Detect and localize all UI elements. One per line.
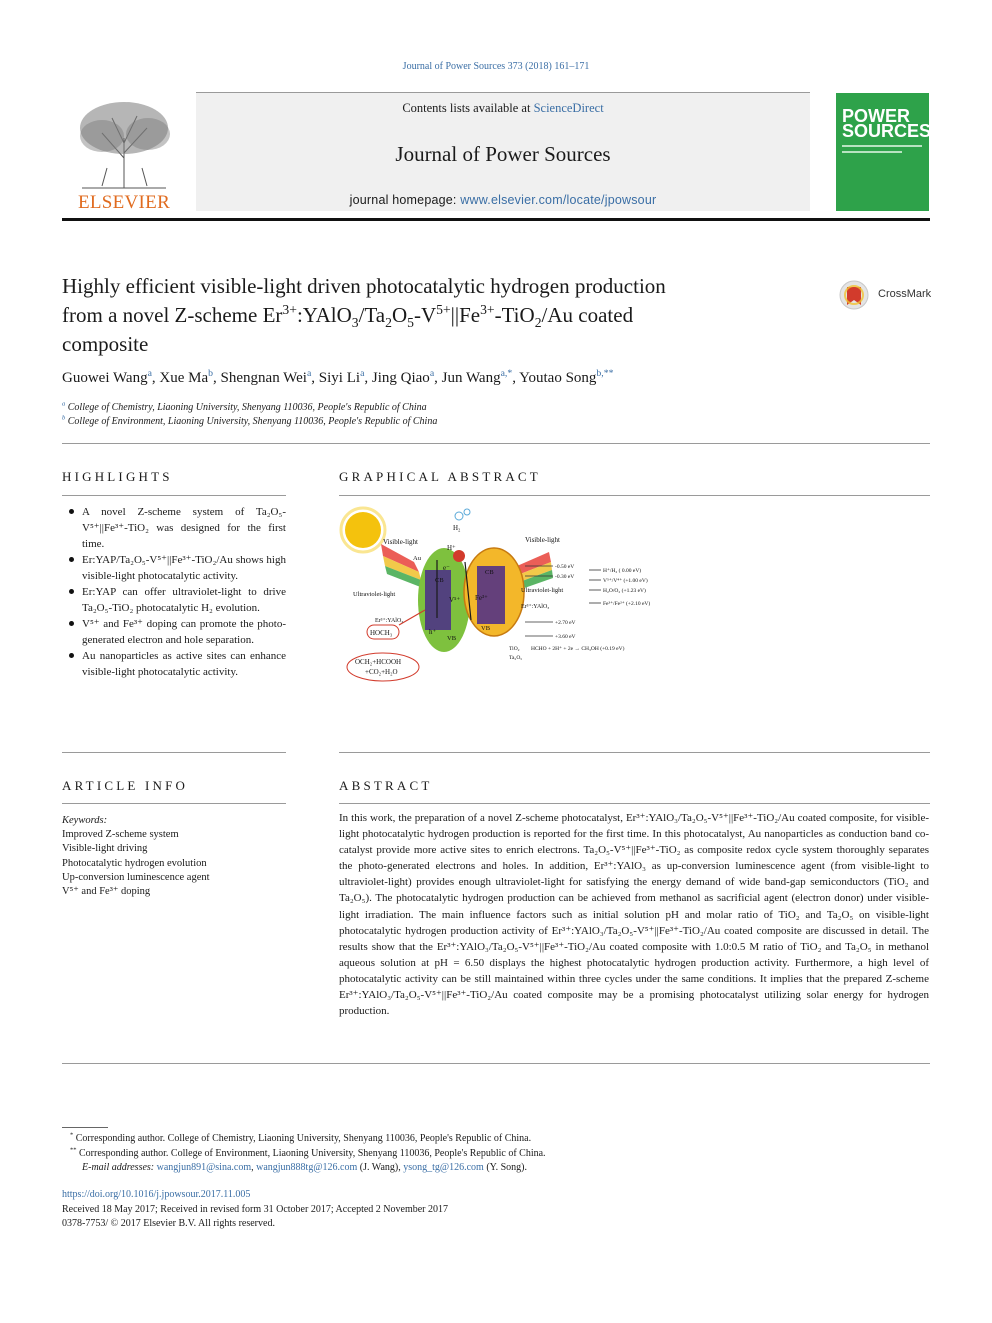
label-cb-left: CB	[435, 577, 444, 584]
author-name[interactable]: Shengnan Wei	[220, 370, 307, 386]
highlight-item: Er:YAP/Ta₂O₅-V⁵⁺||Fe³⁺-TiO₂/Au shows high visible-light photocatalytic activity.	[62, 552, 286, 584]
article-title: Highly efficient visible-light driven photocatalytic hydrogen production from a novel Z-scheme $Er^{3+}:YAlO_3/Ta_2O_5-V^{5+}||Fe^{3+}-TiO_2/Au$ coated composite	[62, 274, 666, 356]
highlights-heading: HIGHLIGHTS	[62, 469, 173, 484]
affiliation-b: $^b$ College of Environment, Liaoning University, Shenyang 110036, People's Republic of China	[62, 414, 438, 427]
keyword-item: Photocatalytic hydrogen evolution	[62, 857, 207, 869]
doi-link[interactable]: https://doi.org/10.1016/j.jpowsour.2017.11.005	[62, 1189, 251, 1200]
label-visible-light-left: Visible-light	[383, 538, 418, 546]
footnote-rule	[62, 1127, 108, 1128]
label-fe3: Fe³⁺	[475, 594, 488, 602]
footnote-2: ** Corresponding author. College of Environment, Liaoning University, Shenyang 110036, People's Republic of China.	[70, 1146, 546, 1159]
level-1: -0.50 eV	[555, 564, 575, 570]
crossmark-label: CrossMark	[878, 288, 932, 300]
level-4: +3.60 eV	[555, 634, 576, 640]
journal-title: Journal of Power Sources	[395, 142, 611, 166]
graphical-abstract-figure	[339, 500, 669, 690]
author-name[interactable]: Youtao Song	[519, 370, 597, 386]
author-affiliation-mark[interactable]: a	[360, 368, 365, 379]
highlights-list	[62, 504, 286, 680]
label-v5: V⁵⁺	[449, 596, 461, 604]
highlight-item: Er:YAP can offer ultraviolet-light to drive Ta₂O₅-TiO₂ photocatalytic H₂ evolution.	[62, 584, 286, 616]
keyword-item: V⁵⁺ and Fe³⁺ doping	[62, 886, 151, 898]
journal-homepage	[196, 193, 810, 207]
received-dates: Received 18 May 2017; Received in revised form 31 October 2017; Accepted 2 November 2017	[62, 1203, 449, 1215]
abstract-rule	[339, 803, 930, 804]
bullet-icon	[69, 557, 74, 562]
article-metadata	[62, 1188, 930, 1232]
keywords-label: Keywords:	[62, 815, 108, 826]
label-hplus: H⁺	[447, 544, 456, 552]
abstract-bottom-rule	[62, 1063, 930, 1064]
publisher-logo-text: ELSEVIER	[77, 192, 171, 213]
level-3: +2.70 eV	[555, 620, 576, 626]
label-vb-right: VB	[481, 625, 491, 632]
label-er-right: Er³⁺:YAlO₃	[521, 604, 550, 610]
label-tio2: TiO₂	[509, 646, 520, 652]
level-2: -0.30 eV	[555, 574, 575, 580]
homepage-link[interactable]: www.elsevier.com/locate/jpowsour	[460, 193, 657, 207]
ref-1: H⁺/H₂ ( 0.00 eV)	[603, 568, 642, 574]
footnotes	[62, 1132, 930, 1176]
article-info-heading: ARTICLE INFO	[62, 778, 189, 793]
label-cb-right: CB	[485, 569, 494, 576]
author-name[interactable]: Jun Wang	[441, 370, 501, 386]
bullet-icon	[69, 509, 74, 514]
reaction-label: HCHO + 2H⁺ + 2e → CH₃OH (+0.19 eV)	[531, 646, 625, 652]
label-uv-right: Ultraviolet-light	[521, 587, 564, 594]
light-beam-left	[381, 544, 423, 588]
ref-2: V⁵⁺/V⁴⁺ (+1.00 eV)	[603, 578, 648, 584]
highlights-rule	[62, 495, 286, 496]
author-affiliation-mark[interactable]: b,**	[596, 368, 614, 379]
footnote-emails: E-mail addresses: wangjun891@sina.com, wangjun888tg@126.com (J. Wang), ysong_tg@126.com (Y. Song).	[82, 1162, 527, 1173]
header-divider	[62, 218, 930, 221]
contents-prefix: Contents lists available at	[402, 101, 534, 115]
cover-title-line1: POWER	[842, 106, 911, 126]
author-affiliation-mark[interactable]: b	[208, 368, 214, 379]
label-products-2: +CO₂+H₂O	[365, 668, 398, 676]
sciencedirect-link[interactable]: ScienceDirect	[533, 101, 604, 115]
highlight-item: A novel Z-scheme system of Ta₂O₅-V⁵⁺||Fe³⁺-TiO₂ was designed for the first time.	[62, 504, 286, 552]
contents-line	[196, 101, 810, 116]
label-h2: H₂	[453, 524, 461, 532]
author-list: Guowei Wang$^a$, Xue Ma$^b$, Shengnan Wei$^a$, Siyi Li$^a$, Jing Qiao$^a$, Jun Wang$^{a,*}$, Youtao Song$^{b,**}$	[62, 368, 614, 386]
graphical-abstract-rule	[339, 495, 930, 496]
keyword-item: Up-conversion luminescence agent	[62, 871, 210, 883]
label-uv-left: Ultraviolet-light	[353, 591, 396, 598]
author-affiliation-mark[interactable]: a	[429, 368, 435, 379]
graphical-abstract-heading: GRAPHICAL ABSTRACT	[339, 469, 541, 484]
keyword-item: Improved Z-scheme system	[62, 829, 179, 840]
label-hoch3: HOCH₃	[370, 629, 393, 637]
bullet-icon	[69, 589, 74, 594]
label-ta2o5: Ta₂O₅	[509, 655, 523, 661]
ref-4: Fe³⁺/Fe²⁺ (+2.10 eV)	[603, 601, 651, 607]
keyword-item: Visible-light driving	[62, 843, 148, 855]
crossmark-badge[interactable]	[838, 279, 930, 311]
keywords-list	[62, 828, 210, 899]
footnote-1: * Corresponding author. College of Chemistry, Liaoning University, Shenyang 110036, People's Republic of China.	[70, 1131, 532, 1144]
article-info-rule	[62, 803, 286, 804]
highlights-bottom-rule	[62, 752, 286, 753]
author-name[interactable]: Siyi Li	[318, 370, 361, 386]
copyright-line: 0378-7753/ © 2017 Elsevier B.V. All rights reserved.	[62, 1218, 275, 1229]
cover-title-line2: SOURCES	[842, 121, 932, 141]
header-top-rule	[196, 92, 810, 93]
elsevier-tree-logo	[62, 98, 186, 192]
sun-icon	[341, 508, 385, 552]
abstract-heading: ABSTRACT	[339, 778, 433, 793]
affiliation-divider	[62, 443, 930, 444]
abstract-paragraph: In this work, the preparation of a novel Z-scheme photocatalyst, Er³⁺:YAlO₃/Ta₂O₅-V⁵⁺||Fe³⁺-TiO₂/Au coated composite, for visible-light photocatalytic hydrogen production is reported for the first time. In this photocatalyst, Au nanoparticles as conduction band co-catalyst provide more active sites to enrich electrons. Ta₂O₅-V⁵⁺||Fe³⁺-TiO₂ as composite redox cycle system thoroughly separates the photo-generated electrons and holes. In addition, Er³⁺:YAlO₃ as up-conversion luminescence agent (from visible-light to ultraviolet-light) provides enough ultraviolet-light for satisfying the energy demand of wide band-gap semiconductors (TiO₂ and Ta₂O₅). The photocatalytic hydrogen production can be achieved from methanol as sacrificial agent (electron donor) under visible-light irradiation. The main influence factors such as initial solution pH and molar ratio of TiO₂ and Ta₂O₅ on visible-light photocatalytic hydrogen production activity of Er³⁺:YAlO₃/Ta₂O₅-V⁵⁺||Fe³⁺-TiO₂/Au coated composite are discussed in detail. The results show that the Er³⁺:YAlO₃/Ta₂O₅-V⁵⁺||Fe³⁺-TiO₂/Au coated composite with 1.0:0.5 M ratio of TiO₂ and Ta₂O₅ in methanol aqueous solution at pH = 6.50 displays the highest photocatalytic hydrogen production activity. Furthermore, a high level of photocatalytic activity can be still maintained within three cycles under the same conditions. It implies that the prepared Z-scheme Er³⁺:YAlO₃/Ta₂O₅-V⁵⁺||Fe³⁺-TiO₂/Au coated composite may be a promising photocatalyst utilizing solar energy for hydrogen production.	[339, 812, 929, 1018]
label-products-1: OCH₂+HCOOH	[355, 658, 402, 666]
ref-3: H₂O/O₂ (+1.23 eV)	[603, 588, 646, 594]
author-affiliation-mark[interactable]: a	[147, 368, 152, 379]
author-name[interactable]: Xue Ma	[159, 370, 209, 386]
bullet-icon	[69, 653, 74, 658]
author-name[interactable]: Guowei Wang	[62, 370, 148, 386]
homepage-prefix: journal homepage:	[349, 193, 461, 207]
label-electron: e⁻	[443, 564, 450, 572]
email-link-2[interactable]: wangjun888tg@126.com	[256, 1162, 358, 1173]
label-er-left: Er³⁺:YAlO₃	[375, 618, 404, 624]
bullet-icon	[69, 621, 74, 626]
email-link-1[interactable]: wangjun891@sina.com	[156, 1162, 252, 1173]
label-hole: h⁺	[429, 628, 437, 636]
label-visible-light-right: Visible-light	[525, 536, 560, 544]
graphical-bottom-rule	[339, 752, 930, 753]
author-affiliation-mark[interactable]: a,*	[500, 368, 513, 379]
journal-cover-image	[836, 93, 932, 211]
label-vb-left: VB	[447, 635, 457, 642]
affiliation-a: $^a$ College of Chemistry, Liaoning University, Shenyang 110036, People's Republic of China	[62, 400, 427, 413]
highlight-item: Au nanoparticles as active sites can enhance visible-light photocatalytic activity.	[62, 648, 286, 680]
email-link-3[interactable]: ysong_tg@126.com	[403, 1162, 484, 1173]
journal-citation[interactable]: Journal of Power Sources 373 (2018) 161–171	[402, 61, 590, 72]
author-affiliation-mark[interactable]: a	[306, 368, 312, 379]
author-name[interactable]: Jing Qiao	[371, 370, 430, 386]
label-au: Au	[413, 555, 421, 562]
highlight-item: V⁵⁺ and Fe³⁺ doping can promote the photo-generated electron and hole separation.	[62, 616, 286, 648]
